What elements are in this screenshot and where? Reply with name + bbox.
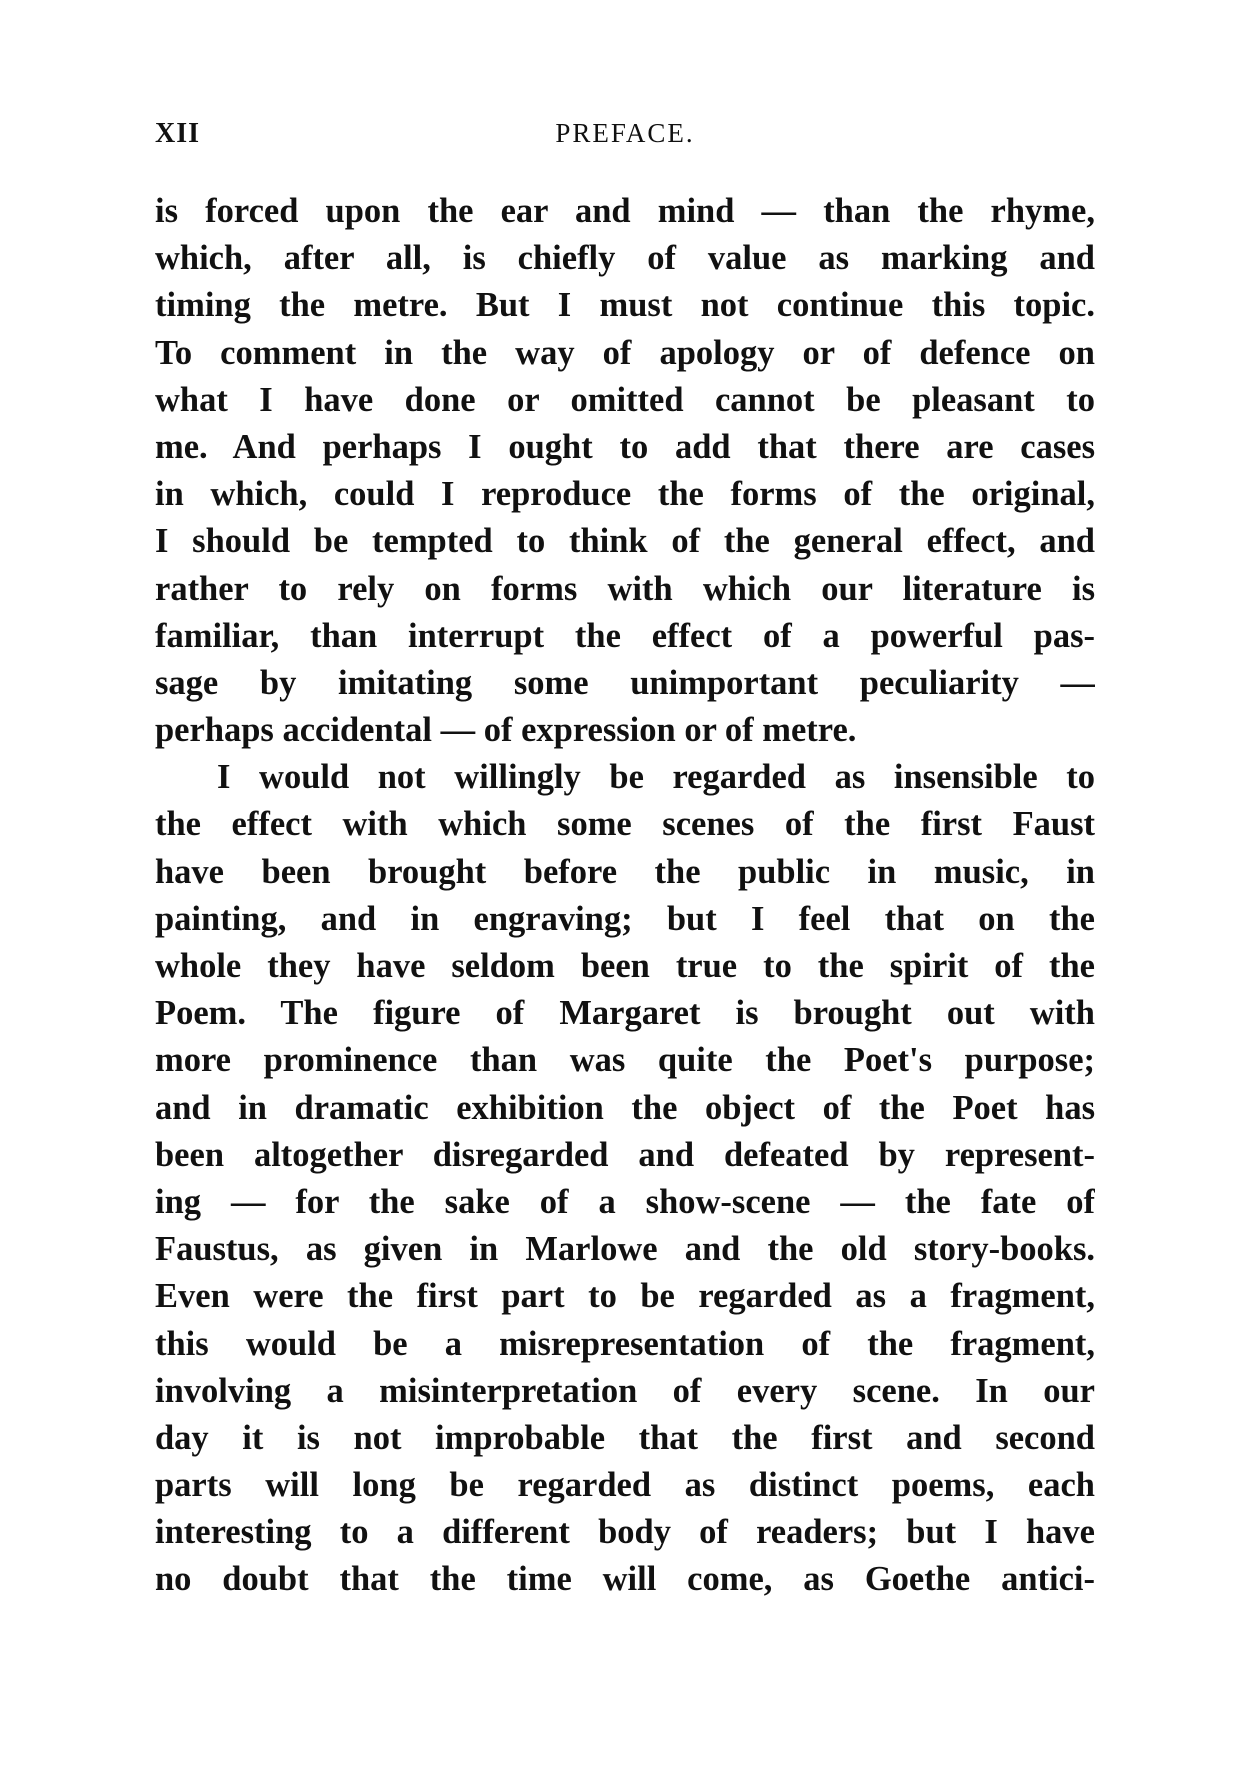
page-header (155, 118, 1095, 158)
text-line: the effect with which some scenes of the first Faust (155, 805, 1095, 844)
text-line: painting, and in engraving; but I feel that on the (155, 899, 1095, 938)
text-line: whole they have seldom been true to the spirit of the (155, 947, 1095, 985)
text-line: more prominence than was quite the Poet's purpose; (155, 1041, 1095, 1080)
text-line: me. And perhaps I ought to add that there are cases (155, 427, 1095, 466)
text-line: sage by imitating some unimportant peculiarity — (155, 663, 1095, 702)
body-text (155, 188, 1095, 1604)
text-line: is forced upon the ear and mind — than the rhyme, (155, 192, 1095, 230)
text-line: parts will long be regarded as distinct poems, each (155, 1466, 1095, 1505)
paragraph-end-line: perhaps accidental — of expression or of metre. (155, 711, 857, 750)
text-line: Even were the first part to be regarded as a fragment, (155, 1277, 1095, 1316)
text-line: timing the metre. But I must not continue this topic. (155, 286, 1095, 325)
text-line: interesting to a different body of readers; but I have (155, 1513, 1095, 1552)
text-line: what I have done or omitted cannot be pleasant to (155, 380, 1095, 419)
text-line: involving a misinterpretation of every scene. In our (155, 1371, 1095, 1410)
text-line: been altogether disregarded and defeated by represent- (155, 1135, 1095, 1174)
text-line: in which, could I reproduce the forms of the original, (155, 475, 1095, 514)
text-line: Poem. The figure of Margaret is brought out with (155, 994, 1095, 1033)
text-line: ing — for the sake of a show-scene — the fate of (155, 1182, 1095, 1221)
text-line: which, after all, is chiefly of value as marking and (155, 239, 1095, 278)
paragraph-start-line: I would not willingly be regarded as insensible to (217, 758, 1095, 797)
running-title: PREFACE. (555, 118, 695, 148)
text-line: day it is not improbable that the first and second (155, 1418, 1095, 1457)
text-line: have been brought before the public in music, in (155, 852, 1095, 891)
text-line: rather to rely on forms with which our literature is (155, 569, 1095, 608)
page-number: XII (155, 118, 201, 149)
text-line: and in dramatic exhibition the object of the Poet has (155, 1088, 1095, 1127)
text-line: no doubt that the time will come, as Goethe antici- (155, 1560, 1095, 1599)
text-line: I should be tempted to think of the general effect, and (155, 522, 1095, 561)
text-line: To comment in the way of apology or of defence on (155, 333, 1095, 372)
text-line: this would be a misrepresentation of the fragment, (155, 1324, 1095, 1363)
text-line: familiar, than interrupt the effect of a powerful pas- (155, 616, 1095, 655)
text-line: Faustus, as given in Marlowe and the old story-books. (155, 1230, 1095, 1269)
